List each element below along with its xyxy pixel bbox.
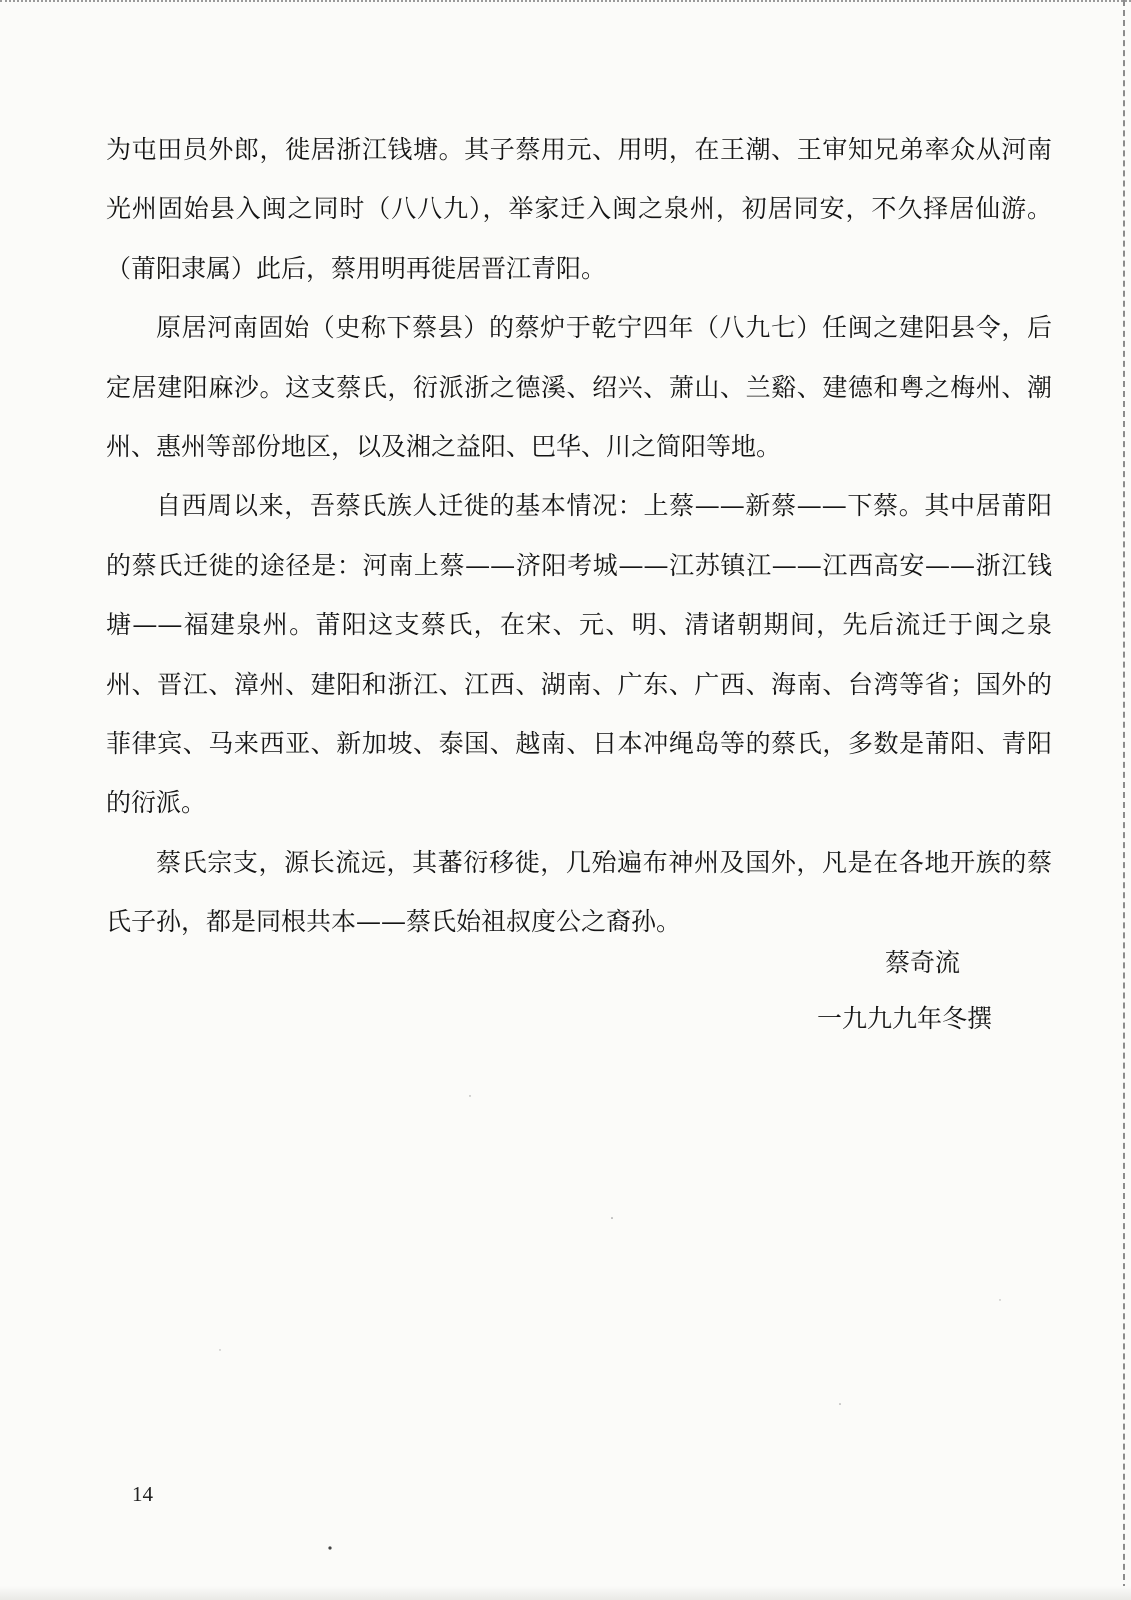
- paragraph-4: 蔡氏宗支，源长流远，其蕃衍移徙，几殆遍布神州及国外，凡是在各地开族的蔡氏子孙，都是同根共本——蔡氏始祖叔度公之裔孙。: [106, 847, 1052, 937]
- signature-block: [106, 935, 1052, 1047]
- page-right-edge: [1121, 0, 1125, 1600]
- author-name: 蔡奇流: [884, 948, 960, 977]
- page-bottom-edge: [0, 1586, 1131, 1600]
- paragraph-2: 原居河南固始（史称下蔡县）的蔡炉于乾宁四年（八九七）任闽之建阳县令，后定居建阳麻沙。这支蔡氏，衍派浙之德溪、绍兴、萧山、兰谿、建德和粤之梅州、潮州、惠州等部份地区，以及湘之益阳、巴华、川之简阳等地。: [106, 313, 1052, 462]
- date-line: 一九九九年冬撰: [816, 1004, 992, 1033]
- paragraph-1: 为屯田员外郎，徙居浙江钱塘。其子蔡用元、用明，在王潮、王审知兄弟率众从河南光州固始县入闽之同时（八八九），举家迁入闽之泉州，初居同安，不久择居仙游。（莆阳隶属）此后，蔡用明再徙居晋江青阳。: [106, 135, 1052, 283]
- page-number: 14: [132, 1482, 153, 1506]
- paragraph-3: 自西周以来，吾蔡氏族人迁徙的基本情况：上蔡——新蔡——下蔡。其中居莆阳的蔡氏迁徙的途径是：河南上蔡——济阳考城——江苏镇江——江西高安——浙江钱塘——福建泉州。莆阳这支蔡氏，在宋、元、明、清诸朝期间，先后流迁于闽之泉州、晋江、漳州、建阳和浙江、江西、湖南、广东、广西、海南、台湾等省；国外的菲律宾、马来西亚、新加坡、泰国、越南、日本冲绳岛等的蔡氏，多数是莆阳、青阳的衍派。: [106, 491, 1052, 818]
- page-top-edge: [0, 0, 1131, 4]
- body-text: [106, 120, 1052, 952]
